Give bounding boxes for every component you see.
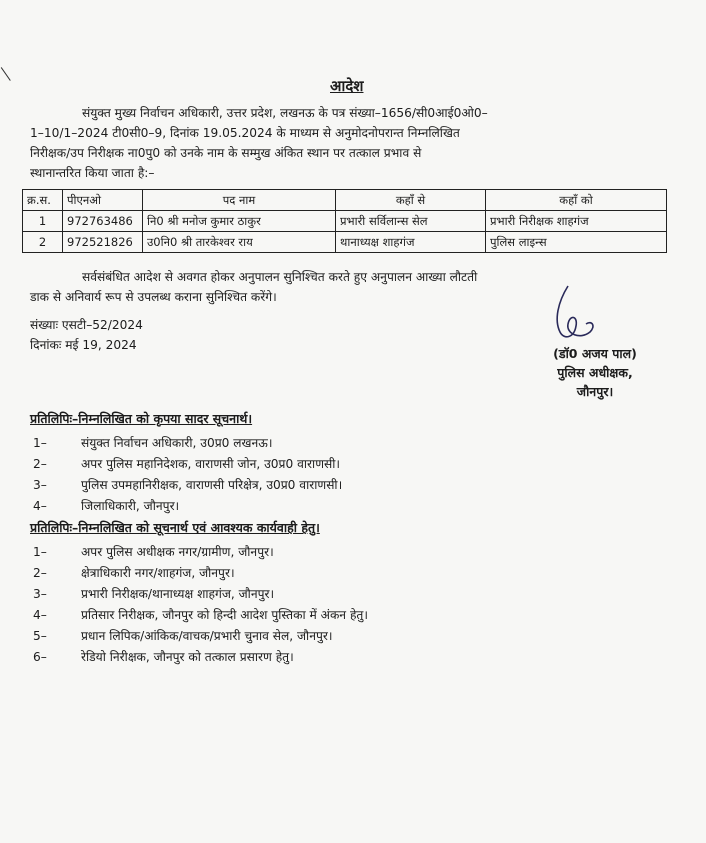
header-designation: पद नाम [143,190,336,211]
cell-serial: 2 [23,232,63,253]
table-header-row [23,190,667,211]
signatory-name: (डॉ0 अजय पाल) [553,346,637,361]
page-title: आदेश [330,77,364,95]
list-item: 6– रेडियो निरीक्षक, जौनपुर को तत्काल प्रसारण हेतु। [33,650,294,664]
list-item: 4– प्रतिसार निरीक्षक, जौनपुर को हिन्दी आदेश पुस्तिका में अंकन हेतु। [33,608,368,622]
copy-list-2-heading: प्रतिलिपिः–निम्नलिखित को सूचनार्थ एवं आवश्यक कार्यवाही हेतु। [30,520,320,535]
order-date: दिनांकः मई 19, 2024 [30,338,137,352]
signatory-place: जौनपुर। [576,384,614,399]
cell-designation: उ0नि0 श्री तारकेश्वर राय [143,232,336,253]
scan-edge-mark [1,59,22,81]
intro-line-3: निरीक्षक/उप निरीक्षक ना0पु0 को उनके नाम के सम्मुख अंकित स्थान पर तत्काल प्रभाव से [30,146,422,160]
compliance-line-1: सर्वसंबंधित आदेश से अवगत होकर अनुपालन सुनिश्चित करते हुए अनुपालन आख्या लौटती [82,270,478,284]
cell-serial: 1 [23,211,63,232]
cell-from: थानाध्यक्ष शाहगंज [336,232,486,253]
signatory-designation: पुलिस अधीक्षक, [557,365,633,380]
header-serial: क्र.स. [23,190,63,211]
intro-line-1: संयुक्त मुख्य निर्वाचन अधिकारी, उत्तर प्रदेश, लखनऊ के पत्र संख्या–1656/सी0आई0ओ0– [82,106,488,120]
header-from: कहाँ से [336,190,486,211]
reference-number: संख्याः एसटी–52/2024 [30,318,143,332]
cell-to: प्रभारी निरीक्षक शाहगंज [486,211,667,232]
copy-list-1-heading: प्रतिलिपिः–निम्नलिखित को कृपया सादर सूचनार्थ। [30,411,253,426]
cell-to: पुलिस लाइन्स [486,232,667,253]
signature-scribble [540,280,610,350]
list-item: 3– पुलिस उपमहानिरीक्षक, वाराणसी परिक्षेत्र, उ0प्र0 वाराणसी। [33,478,343,492]
list-item: 1– संयुक्त निर्वाचन अधिकारी, उ0प्र0 लखनऊ। [33,436,273,450]
list-item: 4– जिलाधिकारी, जौनपुर। [33,499,180,513]
cell-designation: नि0 श्री मनोज कुमार ठाकुर [143,211,336,232]
list-item: 2– क्षेत्राधिकारी नगर/शाहगंज, जौनपुर। [33,566,235,580]
cell-from: प्रभारी सर्विलान्स सेल [336,211,486,232]
header-to: कहाँ को [486,190,667,211]
list-item: 1– अपर पुलिस अधीक्षक नगर/ग्रामीण, जौनपुर। [33,545,274,559]
list-item: 5– प्रधान लिपिक/आंकिक/वाचक/प्रभारी चुनाव सेल, जौनपुर। [33,629,333,643]
header-pno: पीएनओ [63,190,143,211]
table-row [23,211,667,232]
list-item: 3– प्रभारी निरीक्षक/थानाध्यक्ष शाहगंज, जौनपुर। [33,587,275,601]
list-item: 2– अपर पुलिस महानिदेशक, वाराणसी जोन, उ0प्र0 वाराणसी। [33,457,341,471]
intro-line-4: स्थानान्तरित किया जाता है:– [30,166,155,180]
cell-pno: 972763486 [63,211,143,232]
intro-line-2: 1–10/1–2024 टी0सी0–9, दिनांक 19.05.2024 के माध्यम से अनुमोदनोपरान्त निम्नलिखित [30,126,460,140]
table-row [23,232,667,253]
cell-pno: 972521826 [63,232,143,253]
compliance-line-2: डाक से अनिवार्य रूप से उपलब्ध कराना सुनिश्चित करेंगे। [30,290,277,304]
transfer-table [22,189,667,253]
